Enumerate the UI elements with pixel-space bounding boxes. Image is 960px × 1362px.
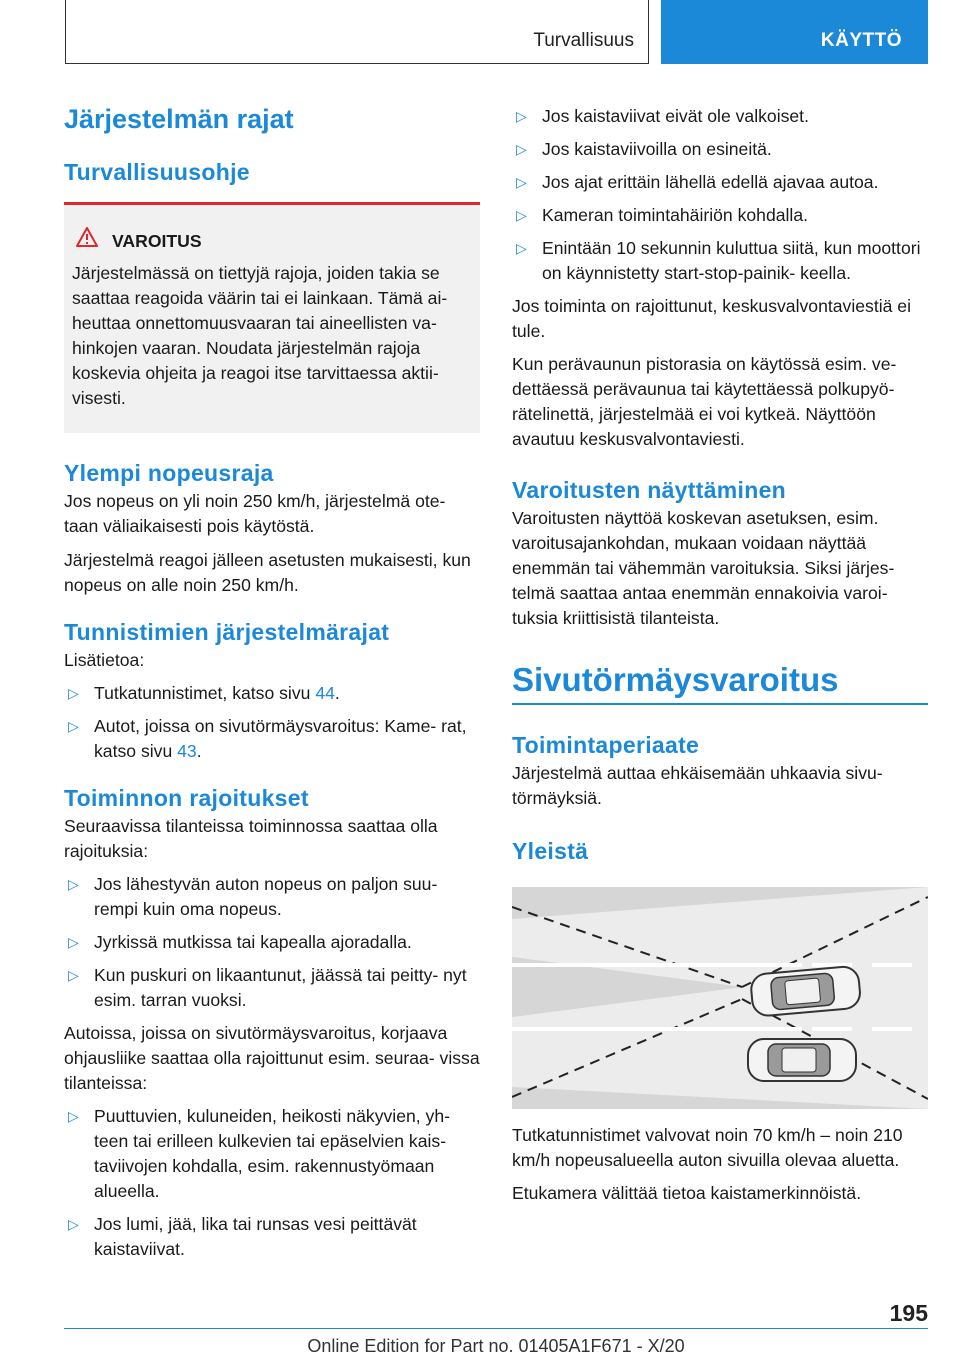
bullet-triangle-icon: ▷ xyxy=(516,108,527,124)
paragraph-rajoitukset: Seuraavissa tilanteissa toiminnossa saattaa olla rajoituksia: xyxy=(64,816,438,861)
bullet-triangle-icon: ▷ xyxy=(68,1108,79,1124)
paragraph-nayttaminen: Varoitusten näyttöä koskevan asetuksen, esim. varoitusajankohdan, mukaan voidaan näyttää enemmän tai vähemmän varoituksia. Siksi järjes- telmä saattaa antaa enemmän ennakoivia varoi- tuksia kriittisistä tilanteista. xyxy=(512,508,895,628)
list-item: ▷ Kameran toimintahäiriön kohdalla. xyxy=(512,203,928,228)
warning-text: Järjestelmässä on tiettyjä rajoja, joiden takia se saattaa reagoida väärin tai ei lainkaan. Tämä ai- heuttaa onnettomuusvaaran tai aineellisten va- hinkojen vaaran. Noudata järjestelmän rajoja koskevia ohjeita ja reagoi itse tarvittaessa aktii- visesti. xyxy=(72,263,448,408)
list-item: ▷ Jos lähestyvän auton nopeus on paljon suu- rempi kuin oma nopeus. xyxy=(68,874,438,919)
lane-line xyxy=(512,963,802,967)
heading-turvallisuusohje: Turvallisuusohje xyxy=(64,159,250,185)
page-number: 195 xyxy=(889,1300,928,1326)
bullet-triangle-icon: ▷ xyxy=(68,876,79,892)
paragraph-ohjausliike: Autoissa, joissa on sivutörmäysvaroitus, korjaava ohjausliike saattaa olla rajoittunut esim. seuraa- vissa tilanteissa: xyxy=(64,1023,480,1093)
steering-limits-list-continued xyxy=(512,104,928,286)
warning-heading xyxy=(72,227,470,253)
header-chapter-tab xyxy=(661,0,928,64)
bullet-triangle-icon: ▷ xyxy=(68,934,79,950)
paragraph-nopeus-1: Jos nopeus on yli noin 250 km/h, järjestelmä ote- taan väliaikaisesti pois käytöstä. xyxy=(64,491,446,536)
list-item: ▷ Tutkatunnistimet, katso sivu 44. xyxy=(64,681,480,706)
heading-yleista: Yleistä xyxy=(512,838,589,864)
paragraph-tutkatunnistimet: Tutkatunnistimet valvovat noin 70 km/h – noin 210 km/h nopeusalueella auton sivuilla olevaa aluetta. xyxy=(512,1125,903,1170)
list-item: ▷ Jos ajat erittäin lähellä edellä ajavaa autoa. xyxy=(512,170,928,195)
steering-limits-list xyxy=(64,1104,480,1262)
list-item: ▷ Autot, joissa on sivutörmäysvaroitus: Kame- rat, katso sivu 43. xyxy=(68,716,467,761)
list-item: ▷ Jyrkissä mutkissa tai kapealla ajoradalla. xyxy=(64,930,480,955)
bullet-triangle-icon: ▷ xyxy=(516,174,527,190)
left-column xyxy=(64,100,480,1262)
paragraph-rajoittunut: Jos toiminta on rajoittunut, keskusvalvontaviestiä ei tule. xyxy=(512,296,911,341)
list-item: ▷ Jos lumi, jää, lika tai runsas vesi peittävät kaistaviivat. xyxy=(68,1214,417,1259)
list-item: ▷ Puuttuvien, kuluneiden, heikosti näkyvien, yh- teen tai erilleen kulkevien tai epäselvien kais- taviivojen kohdalla, esim. rakennustyömaan alueella. xyxy=(68,1106,450,1201)
list-item: ▷ Enintään 10 sekunnin kuluttua siitä, kun moottori on käynnistetty start-stop-painik- keella. xyxy=(516,238,921,283)
heading-tunnistimien-jarjestelmarajat: Tunnistimien järjestelmärajat xyxy=(64,619,390,645)
heading-toimintaperiaate: Toimintaperiaate xyxy=(512,732,700,758)
list-item: ▷ Jos kaistaviivoilla on esineitä. xyxy=(512,137,928,162)
page-link-43[interactable]: 43 xyxy=(177,741,197,761)
paragraph-nopeus-2: Järjestelmä reagoi jälleen asetusten mukaisesti, kun nopeus on alle noin 250 km/h. xyxy=(64,550,471,595)
bullet-triangle-icon: ▷ xyxy=(68,718,79,734)
sensor-limits-list xyxy=(64,681,480,764)
list-item: ▷ Kun puskuri on likaantunut, jäässä tai peitty- nyt esim. tarran vuoksi. xyxy=(68,965,467,1010)
footer-edition-text: Online Edition for Part no. 01405A1F671 - X/20 xyxy=(307,1336,685,1356)
warning-triangle-icon xyxy=(72,227,102,253)
bullet-triangle-icon: ▷ xyxy=(516,240,527,256)
warning-box xyxy=(64,202,480,433)
section-divider xyxy=(512,703,928,705)
header-chapter-title: KÄYTTÖ xyxy=(820,30,902,51)
page-link-44[interactable]: 44 xyxy=(315,683,335,703)
header-section-box xyxy=(65,0,649,64)
footer-divider xyxy=(64,1328,928,1329)
lane-line xyxy=(512,1027,802,1031)
paragraph-peravaunu: Kun perävaunun pistorasia on käytössä esim. ve- dettäessä perävaunua tai käytettäessä polkupyö- rätelinettä, järjestelmää ei voi kytkeä. Näyttöön avautuu keskusvalvontaviesti. xyxy=(512,354,897,449)
list-item: ▷ Jos kaistaviivat eivät ole valkoiset. xyxy=(512,104,928,129)
heading-sivutormaysvaroitus: Sivutörmäysvaroitus xyxy=(512,661,839,698)
heading-jarjestelman-rajat: Järjestelmän rajat xyxy=(64,104,294,134)
bullet-triangle-icon: ▷ xyxy=(516,207,527,223)
bullet-triangle-icon: ▷ xyxy=(68,685,79,701)
heading-toiminnon-rajoitukset: Toiminnon rajoitukset xyxy=(64,785,309,811)
right-column xyxy=(512,104,928,1206)
heading-varoitusten-nayttaminen: Varoitusten näyttäminen xyxy=(512,477,787,503)
road-diagram xyxy=(512,887,928,1109)
bullet-triangle-icon: ▷ xyxy=(68,1216,79,1232)
paragraph-lisatietoa: Lisätietoa: xyxy=(64,650,145,670)
bullet-triangle-icon: ▷ xyxy=(516,141,527,157)
adjacent-car xyxy=(748,1039,856,1081)
header-section-title: Turvallisuus xyxy=(533,30,634,51)
bullet-triangle-icon: ▷ xyxy=(68,967,79,983)
paragraph-etukamera: Etukamera välittää tietoa kaistamerkinnöistä. xyxy=(512,1183,862,1203)
function-limits-list xyxy=(64,872,480,1013)
lane-change-illustration xyxy=(512,887,928,1109)
warning-title: VAROITUS xyxy=(112,231,202,251)
paragraph-toimintaperiaate: Järjestelmä auttaa ehkäisemään uhkaavia sivu- törmäyksiä. xyxy=(512,763,883,808)
own-car xyxy=(750,966,861,1017)
heading-ylempi-nopeusraja: Ylempi nopeusraja xyxy=(64,460,274,486)
